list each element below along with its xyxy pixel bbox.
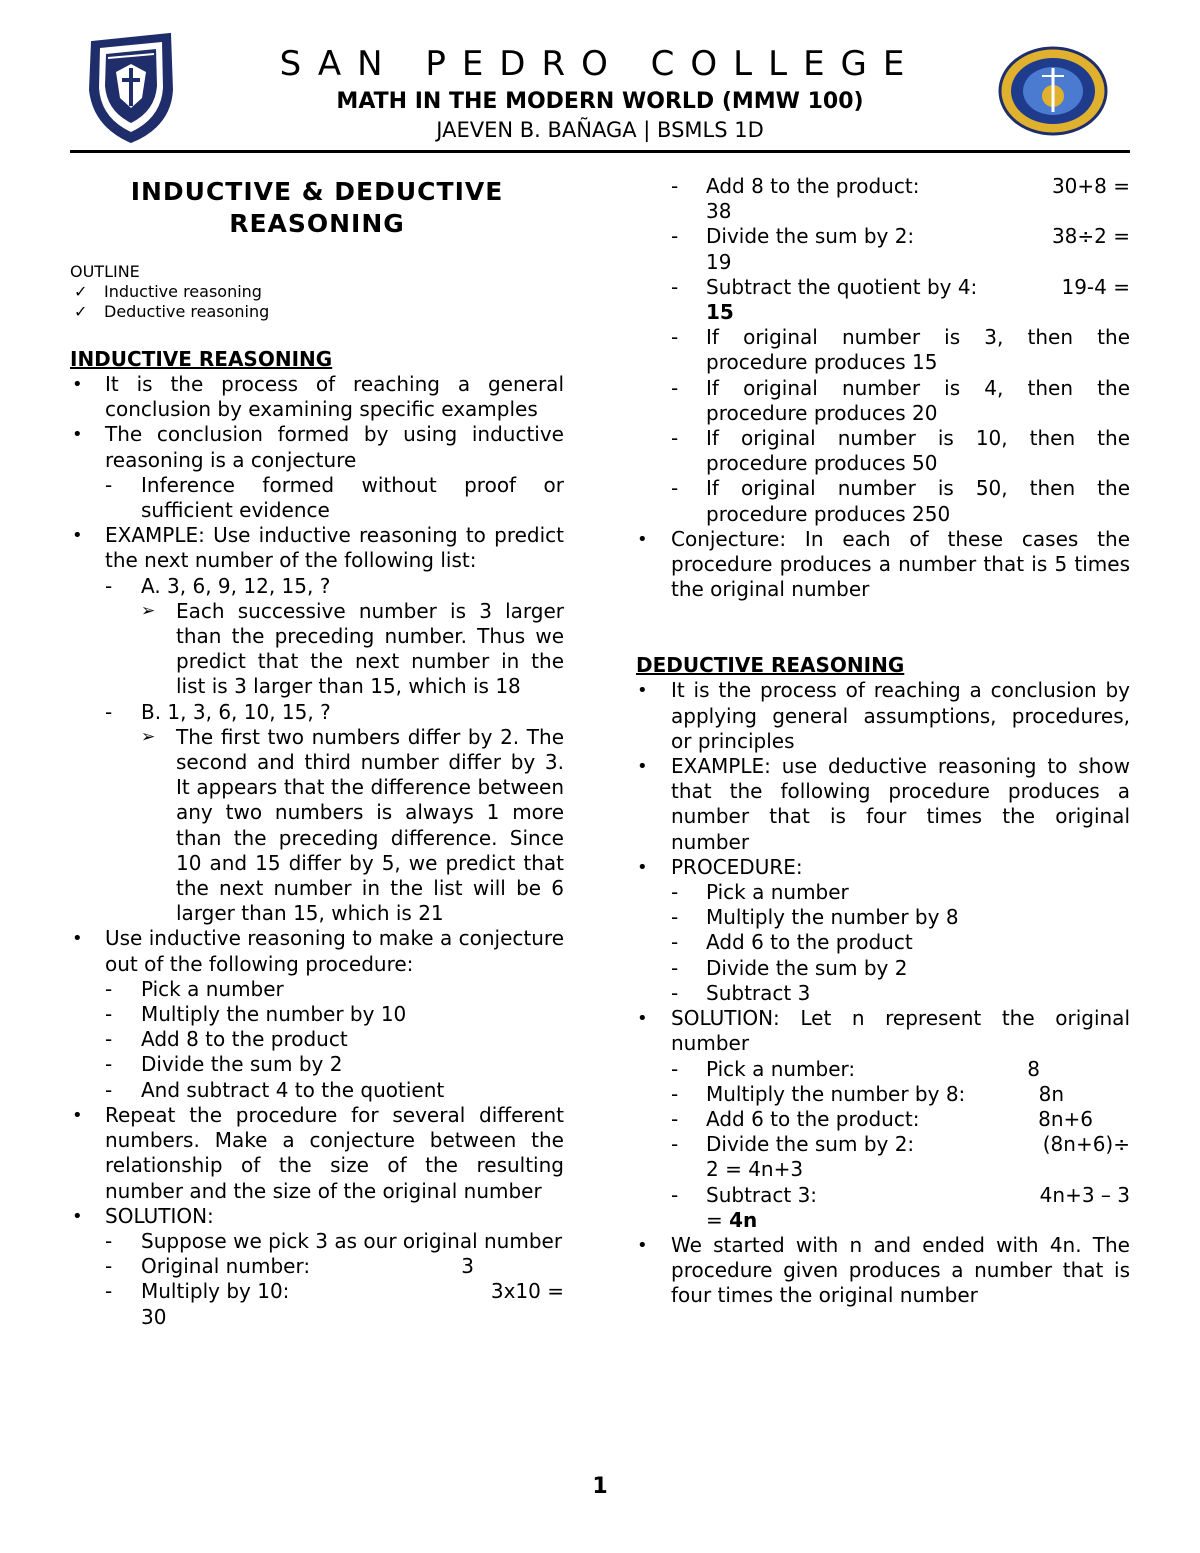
page-number: 1 <box>592 1474 608 1499</box>
page-title: INDUCTIVE & DEDUCTIVE REASONING <box>130 177 504 238</box>
left-column <box>70 172 564 1330</box>
bullet-icon: • <box>637 1234 648 1256</box>
outline-label: OUTLINE <box>70 262 140 281</box>
arrow-item: ➢ Each successive number is 3 larger than the preceding number. Thus we predict that the next number in the list is 3 larger than 15, which is 18 <box>141 598 564 699</box>
section-heading-inductive: INDUCTIVE REASONING <box>70 347 333 371</box>
dash-item: - If original number is 3, then the procedure produces 15 <box>671 325 1130 375</box>
dash-item: - Suppose we pick 3 as our original number <box>105 1228 563 1253</box>
bullet-icon: • <box>72 928 83 950</box>
bullet-item: • Conjecture: In each of these cases the procedure produces a number that is 5 times the original number <box>637 526 1130 602</box>
college-crest-logo <box>86 28 176 146</box>
bullet-icon: • <box>637 1008 648 1030</box>
dash-item: - Inference formed without proof or sufficient evidence <box>105 472 564 523</box>
dash-item: - Multiply the number by 10 <box>105 1002 407 1027</box>
bullet-item: • It is the process of reaching a general conclusion by examining specific examples <box>72 372 564 422</box>
bullet-icon: • <box>72 1104 83 1126</box>
bullet-icon: • <box>637 528 648 550</box>
dash-item: - Add 6 to the product: 8n+6 <box>671 1106 1093 1131</box>
bullet-item: • SOLUTION: Let n represent the original number <box>637 1006 1130 1056</box>
bullet-item: • It is the process of reaching a conclusion by applying general assumptions, procedures, or principles <box>637 678 1130 753</box>
dash-item: - Subtract the quotient by 4: 19-4 = 15 <box>671 274 1130 325</box>
arrow-bullet-icon: ➢ <box>141 726 156 747</box>
dash-item: - Subtract 3: 4n+3 – 3 = 4n <box>671 1182 1130 1232</box>
bullet-item: • EXAMPLE: Use inductive reasoning to predict the next number of the following list: <box>72 523 564 573</box>
author-line: JAEVEN B. BAÑAGA | BSMLS 1D <box>436 118 764 142</box>
bullet-icon: • <box>637 756 648 778</box>
dash-item: - Pick a number: 8 <box>671 1056 1040 1081</box>
dash-item: - Add 8 to the product: 30+8 = 38 <box>671 174 1130 224</box>
dash-item: - Add 8 to the product <box>105 1027 348 1052</box>
bullet-icon: • <box>72 374 83 395</box>
laboratory-seal-logo <box>998 46 1108 136</box>
dash-item: - Divide the sum by 2 <box>671 955 908 980</box>
dash-item: - Divide the sum by 2 <box>105 1052 343 1077</box>
dash-item: - If original number is 50, then the procedure produces 250 <box>671 476 1130 526</box>
dash-item: - If original number is 10, then the procedure produces 50 <box>671 426 1130 476</box>
bullet-icon: • <box>72 1205 83 1227</box>
dash-item: - B. 1, 3, 6, 10, 15, ? <box>105 699 331 724</box>
bullet-item: • EXAMPLE: use deductive reasoning to show that the following procedure produces a number that is four times the original number <box>637 754 1130 854</box>
dash-item: - And subtract 4 to the quotient <box>105 1077 445 1102</box>
bullet-item: • Use inductive reasoning to make a conjecture out of the following procedure: <box>72 926 564 976</box>
dash-item: - Original number: 3 <box>105 1254 474 1279</box>
checkmark-icon: ✓ <box>74 282 88 301</box>
dash-item: - Pick a number <box>671 880 849 905</box>
dash-item: - Add 6 to the product <box>671 930 913 955</box>
course-title: MATH IN THE MODERN WORLD (MMW 100) <box>336 89 864 114</box>
bullet-icon: • <box>72 525 83 547</box>
outline-item: ✓ Inductive reasoning <box>74 282 262 301</box>
dash-item: - Pick a number <box>105 976 284 1001</box>
bullet-item: • SOLUTION: <box>72 1203 214 1228</box>
arrow-item: ➢ The first two numbers differ by 2. The second and third number differ by 3. It appears that the difference between any two numbers is always 1 more than the preceding difference. Since 10 and 15 differ by 5, we predict that the next number in the list will be 6 larger than 15, which is 21 <box>141 724 564 926</box>
college-name: SAN PEDRO COLLEGE <box>279 44 921 84</box>
dash-item: - Multiply the number by 8 <box>671 905 959 930</box>
bullet-item: • We started with n and ended with 4n. The procedure given produces a number that is four times the original number <box>637 1232 1130 1308</box>
bullet-icon: • <box>72 424 83 446</box>
bullet-item: • PROCEDURE: <box>637 854 803 879</box>
bullet-item: • Repeat the procedure for several different numbers. Make a conjecture between the relationship of the size of the resulting number and the size of the original number <box>72 1102 564 1203</box>
dash-item: - Subtract 3 <box>671 980 811 1005</box>
header-divider <box>70 150 1130 153</box>
outline-item: ✓ Deductive reasoning <box>74 302 270 321</box>
dash-item: - Divide the sum by 2: (8n+6)÷ 2 = 4n+3 <box>671 1132 1130 1182</box>
dash-item: - Multiply the number by 8: 8n <box>671 1081 1064 1106</box>
dash-item: - Divide the sum by 2: 38÷2 = 19 <box>671 224 1130 274</box>
section-heading-deductive: DEDUCTIVE REASONING <box>636 653 905 678</box>
page-header <box>0 0 1200 160</box>
bullet-icon: • <box>637 856 648 878</box>
right-column <box>636 174 1130 1309</box>
bullet-icon: • <box>637 680 648 702</box>
dash-item: - Multiply by 10: 3x10 = 30 <box>105 1279 564 1329</box>
dash-item: - If original number is 4, then the procedure produces 20 <box>671 375 1130 425</box>
bullet-item: • The conclusion formed by using inductive reasoning is a conjecture <box>72 422 564 472</box>
arrow-bullet-icon: ➢ <box>141 600 156 621</box>
checkmark-icon: ✓ <box>74 302 88 321</box>
dash-item: - A. 3, 6, 9, 12, 15, ? <box>105 573 331 598</box>
